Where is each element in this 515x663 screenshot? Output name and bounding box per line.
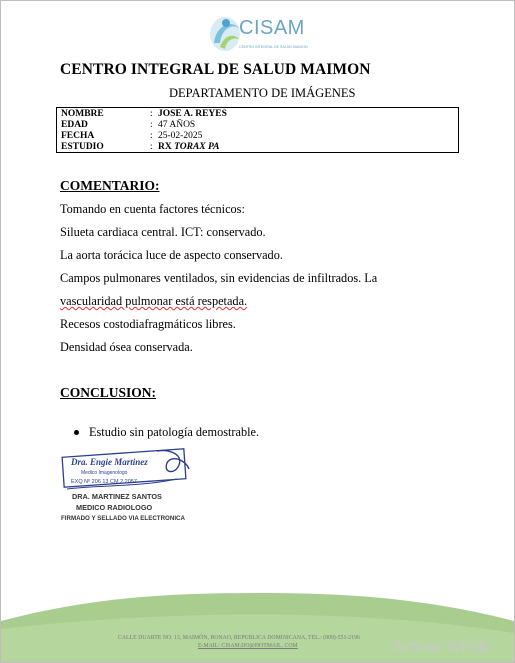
study-detail: TORAX PA [174,142,220,152]
row-value: 47 AÑOS [158,120,196,130]
signature-note: FIRMADO Y SELLADO VIA ELECTRONICA [61,515,185,522]
study-type: RX [158,142,172,152]
row-label: EDAD [61,120,88,130]
windows-activation-watermark: Activar Windo [393,639,492,656]
comment-line: Recesos costodiafragmáticos libres. [60,317,236,331]
conclusion-title: CONCLUSION: [60,385,157,400]
row-value [158,142,219,153]
department-title: DEPARTAMENTO DE IMÁGENES [169,86,356,100]
cisam-logo [206,13,326,55]
comment-line: La aorta torácica luce de aspecto conservado. [60,248,283,262]
bullet-icon [74,430,79,435]
row-label: NOMBRE [61,109,104,119]
signer-title: MEDICO RADIOLOGO [76,503,153,512]
row-label: FECHA [61,131,95,141]
stamp-title-text: Medico Imagenologo [81,470,128,476]
center-title: CENTRO INTEGRAL DE SALUD MAIMON [60,61,371,78]
signature-stamp [59,447,194,493]
row-label: ESTUDIO [61,142,104,152]
comment-line: Tomando en cuenta factores técnicos: [60,202,245,216]
comment-line: Campos pulmonares ventilados, sin evidencias de infiltrados. La [60,271,378,285]
row-value: JOSE A. REYES [158,109,227,119]
stamp-license-text: EXQ Nº 206 13 CM 2 2057 [71,479,137,485]
row-colon: : [150,120,153,130]
patient-info-box [56,107,459,153]
footer-email: E-MAIL: CISAM.DO@HOTMAIL. COM [198,643,298,649]
stamp-name-text: Dra. Engie Martinez [71,457,148,467]
logo-name: CISAM [239,17,305,39]
conclusion-text: Estudio sin patología demostrable. [89,425,260,439]
row-colon: : [150,109,153,119]
comment-line: vascularidad pulmonar está respetada. [60,294,248,308]
comment-title: COMENTARIO: [60,178,160,193]
comment-line: Silueta cardiaca central. ICT: conservado. [60,225,266,239]
row-colon: : [150,131,153,141]
logo-subtitle: CENTRO INTEGRAL DE SALUD MAIMON [239,45,308,49]
footer-address: CALLE DUARTE NO. 13, MAIMÓN, BONAO, REPUBLICA DOMINICANA, TEL.: (809)-551-2196 [118,635,360,641]
row-value: 25-02-2025 [158,131,203,141]
comment-line: Densidad ósea conservada. [60,340,193,354]
signer-name: DRA. MARTINEZ SANTOS [72,492,162,501]
row-colon: : [150,142,153,152]
